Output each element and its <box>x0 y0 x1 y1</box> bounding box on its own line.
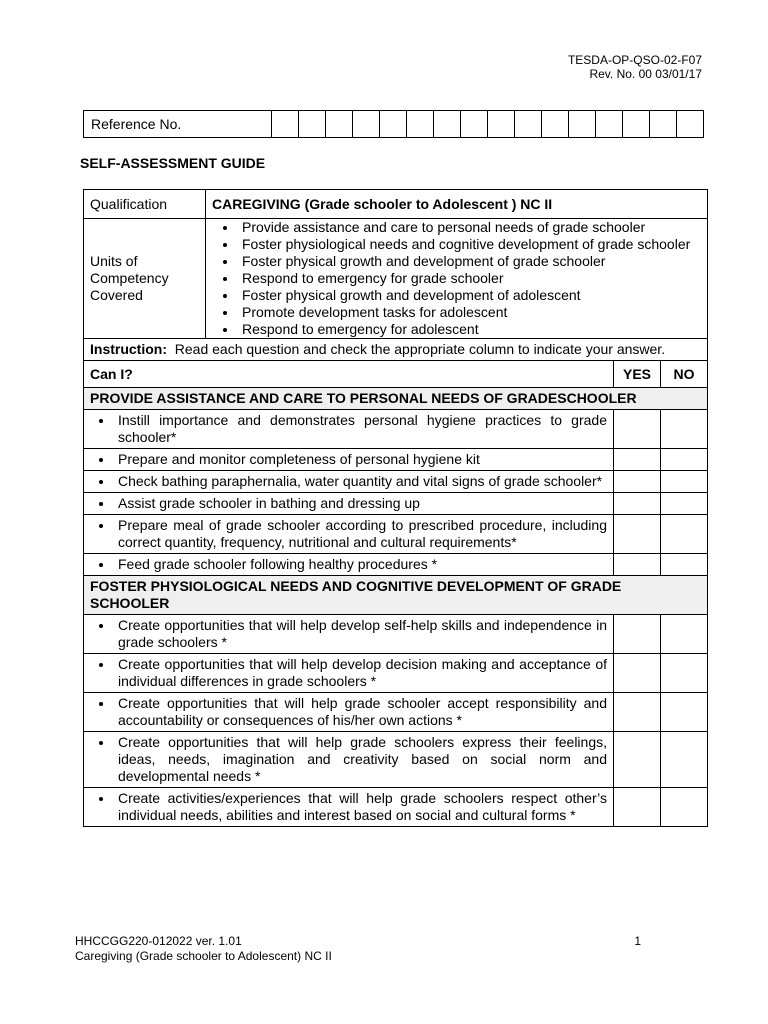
unit-item: • Promote development tasks for adolescent <box>238 304 701 321</box>
instruction-text: Read each question and check the appropriate column to indicate your answer. <box>174 341 666 357</box>
page-number: 1 <box>634 934 641 948</box>
question-cell <box>84 788 614 827</box>
no-checkbox-cell[interactable] <box>661 493 708 515</box>
unit-item: • Respond to emergency for grade schooler <box>238 270 701 287</box>
no-checkbox-cell[interactable] <box>661 449 708 471</box>
reference-digit-box[interactable] <box>569 111 596 138</box>
sections-body <box>84 388 708 827</box>
no-checkbox-cell[interactable] <box>661 554 708 576</box>
question-row <box>84 449 708 471</box>
question-text: • Feed grade schooler following healthy procedures * <box>114 556 607 573</box>
question-row <box>84 515 708 554</box>
yes-checkbox-cell[interactable] <box>614 732 661 788</box>
document-footer <box>75 934 641 964</box>
no-header: NO <box>661 361 708 388</box>
reference-digit-box[interactable] <box>353 111 380 138</box>
footer-doc-code: HHCCGG220-012022 ver. 1.01 <box>75 934 242 948</box>
yes-checkbox-cell[interactable] <box>614 410 661 449</box>
question-text: • Instill importance and demonstrates personal hygiene practices to grade schooler* <box>114 412 607 446</box>
question-text: • Assist grade schooler in bathing and dressing up <box>114 495 607 512</box>
guide-title: SELF-ASSESSMENT GUIDE <box>80 155 266 171</box>
reference-digit-box[interactable] <box>407 111 434 138</box>
footer-doc-title: Caregiving (Grade schooler to Adolescent) NC II <box>75 949 332 963</box>
document-header <box>568 53 702 81</box>
can-i-header: Can I? <box>84 361 614 388</box>
reference-digit-box[interactable] <box>596 111 623 138</box>
question-text: • Check bathing paraphernalia, water quantity and vital signs of grade schooler* <box>114 473 607 490</box>
self-assessment-table <box>83 189 708 827</box>
reference-digit-box[interactable] <box>650 111 677 138</box>
yes-checkbox-cell[interactable] <box>614 788 661 827</box>
yes-checkbox-cell[interactable] <box>614 615 661 654</box>
yes-checkbox-cell[interactable] <box>614 515 661 554</box>
question-cell <box>84 493 614 515</box>
question-row <box>84 693 708 732</box>
reference-digit-box[interactable] <box>380 111 407 138</box>
instruction-row <box>84 339 708 361</box>
question-cell <box>84 449 614 471</box>
reference-label: Reference No. <box>84 111 272 138</box>
yes-checkbox-cell[interactable] <box>614 493 661 515</box>
reference-digit-box[interactable] <box>677 111 704 138</box>
units-list-cell <box>206 219 708 339</box>
no-checkbox-cell[interactable] <box>661 471 708 493</box>
reference-number-table <box>83 110 704 138</box>
question-cell <box>84 615 614 654</box>
question-row <box>84 732 708 788</box>
question-cell <box>84 654 614 693</box>
question-cell <box>84 515 614 554</box>
revision-number: Rev. No. 00 03/01/17 <box>589 67 702 81</box>
section-title: FOSTER PHYSIOLOGICAL NEEDS AND COGNITIVE DEVELOPMENT OF GRADE SCHOOLER <box>84 576 708 615</box>
question-text: • Prepare and monitor completeness of personal hygiene kit <box>114 451 607 468</box>
qualification-label: Qualification <box>84 190 206 219</box>
question-text: • Create opportunities that will help develop self-help skills and independence in grade schoolers * <box>114 617 607 651</box>
section-title: PROVIDE ASSISTANCE AND CARE TO PERSONAL NEEDS OF GRADESCHOOLER <box>84 388 708 410</box>
reference-digit-box[interactable] <box>461 111 488 138</box>
unit-item: • Respond to emergency for adolescent <box>238 321 701 338</box>
unit-item: • Foster physical growth and development of adolescent <box>238 287 701 304</box>
unit-item: • Provide assistance and care to personal needs of grade schooler <box>238 219 701 236</box>
instruction-label: Instruction: <box>90 341 167 357</box>
yes-checkbox-cell[interactable] <box>614 654 661 693</box>
form-code: TESDA-OP-QSO-02-F07 <box>567 53 702 67</box>
unit-item: • Foster physical growth and development of grade schooler <box>238 253 701 270</box>
reference-digit-box[interactable] <box>434 111 461 138</box>
yes-checkbox-cell[interactable] <box>614 554 661 576</box>
no-checkbox-cell[interactable] <box>661 693 708 732</box>
question-cell <box>84 693 614 732</box>
question-text: • Prepare meal of grade schooler according to prescribed procedure, including correct quantity, frequency, nutritional and cultural requirements* <box>114 517 607 551</box>
yes-checkbox-cell[interactable] <box>614 449 661 471</box>
reference-digit-box[interactable] <box>515 111 542 138</box>
question-row <box>84 615 708 654</box>
no-checkbox-cell[interactable] <box>661 410 708 449</box>
no-checkbox-cell[interactable] <box>661 788 708 827</box>
no-checkbox-cell[interactable] <box>661 515 708 554</box>
units-label: Units of Competency Covered <box>84 219 206 339</box>
question-cell <box>84 554 614 576</box>
question-text: • Create opportunities that will help grade schooler accept responsibility and accountability or consequences of his/her own actions * <box>114 695 607 729</box>
unit-item: • Foster physiological needs and cognitive development of grade schooler <box>238 236 701 253</box>
question-row <box>84 788 708 827</box>
question-row <box>84 554 708 576</box>
question-cell <box>84 471 614 493</box>
question-row <box>84 493 708 515</box>
question-cell <box>84 410 614 449</box>
reference-digit-box[interactable] <box>623 111 650 138</box>
reference-digit-box[interactable] <box>542 111 569 138</box>
reference-digit-box[interactable] <box>299 111 326 138</box>
reference-digit-box[interactable] <box>326 111 353 138</box>
question-text: • Create opportunities that will help grade schoolers express their feelings, ideas, needs, imagination and creativity based on social norm and developmental needs * <box>114 734 607 785</box>
no-checkbox-cell[interactable] <box>661 615 708 654</box>
no-checkbox-cell[interactable] <box>661 654 708 693</box>
question-row <box>84 410 708 449</box>
no-checkbox-cell[interactable] <box>661 732 708 788</box>
question-text: • Create activities/experiences that will help grade schoolers respect other’s individual needs, abilities and interest based on social and cultural forms * <box>114 790 607 824</box>
yes-checkbox-cell[interactable] <box>614 693 661 732</box>
question-text: • Create opportunities that will help develop decision making and acceptance of individual differences in grade schoolers * <box>114 656 607 690</box>
question-row <box>84 471 708 493</box>
units-list <box>212 219 701 338</box>
yes-checkbox-cell[interactable] <box>614 471 661 493</box>
qualification-value: CAREGIVING (Grade schooler to Adolescent ) NC II <box>206 190 708 219</box>
reference-digit-box[interactable] <box>272 111 299 138</box>
question-row <box>84 654 708 693</box>
reference-digit-box[interactable] <box>488 111 515 138</box>
question-cell <box>84 732 614 788</box>
yes-header: YES <box>614 361 661 388</box>
